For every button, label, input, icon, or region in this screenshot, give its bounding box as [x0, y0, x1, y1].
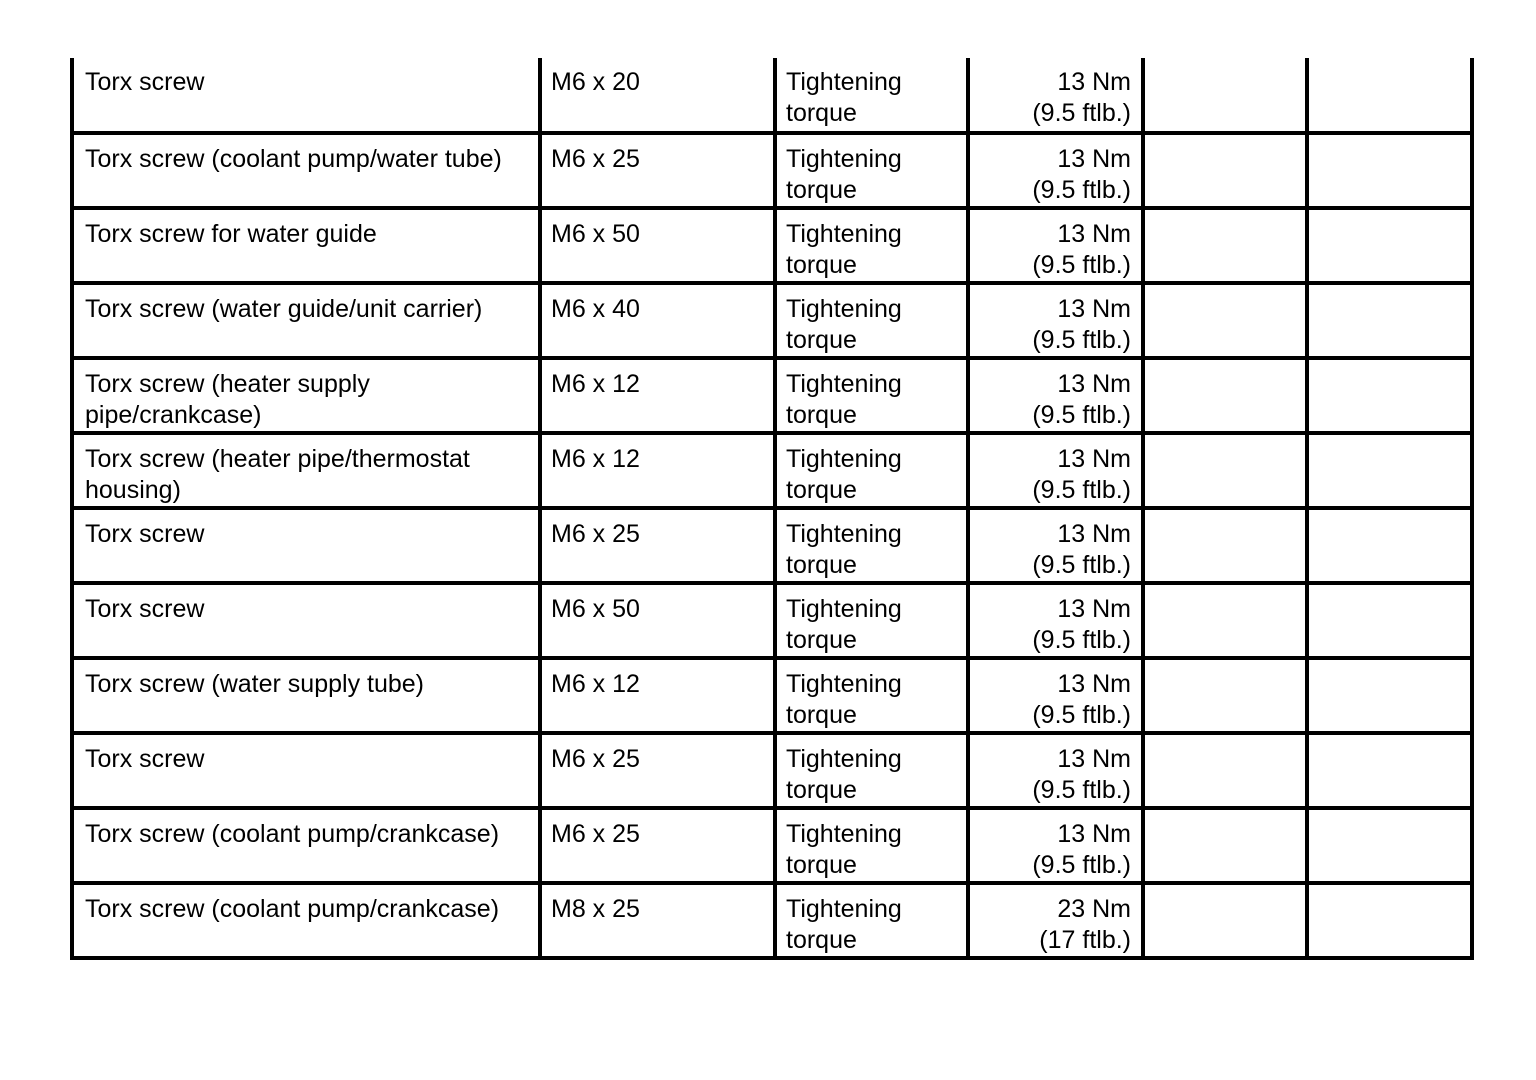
cell-description-text: Torx screw (coolant pump/crankcase)	[85, 895, 500, 923]
table-row	[72, 508, 1472, 583]
cell-spec-type-text: Tightening torque	[786, 445, 902, 504]
table-row	[72, 433, 1472, 508]
cell-extra-2	[1307, 508, 1472, 583]
cell-torque-value	[968, 358, 1143, 433]
cell-description	[72, 133, 540, 208]
cell-size-text: M6 x 40	[551, 295, 640, 323]
cell-size	[540, 58, 775, 133]
cell-extra-1	[1143, 883, 1307, 958]
torque-spec-table	[70, 58, 1474, 960]
cell-spec-type-text: Tightening torque	[786, 520, 902, 579]
cell-extra-1	[1143, 433, 1307, 508]
cell-torque-value-text: 13 Nm	[1057, 68, 1131, 96]
cell-size	[540, 433, 775, 508]
cell-extra-2	[1307, 733, 1472, 808]
cell-size-text: M8 x 25	[551, 895, 640, 923]
cell-extra-2	[1307, 883, 1472, 958]
cell-spec-type-text: Tightening torque	[786, 145, 902, 204]
table-row	[72, 583, 1472, 658]
cell-size	[540, 808, 775, 883]
cell-size	[540, 583, 775, 658]
cell-description-text: Torx screw	[85, 68, 205, 96]
cell-description-text: Torx screw (coolant pump/crankcase)	[85, 820, 500, 848]
cell-description	[72, 883, 540, 958]
cell-torque-value-text: (17 ftlb.)	[1039, 926, 1131, 954]
cell-description	[72, 58, 540, 133]
cell-description-text: Torx screw (water supply tube)	[85, 670, 425, 698]
cell-description-text: Torx screw	[85, 520, 205, 548]
table-row	[72, 283, 1472, 358]
cell-torque-value	[968, 433, 1143, 508]
cell-spec-type	[775, 733, 968, 808]
cell-size-text: M6 x 50	[551, 595, 640, 623]
cell-spec-type	[775, 433, 968, 508]
table-row	[72, 133, 1472, 208]
cell-size	[540, 283, 775, 358]
cell-description	[72, 808, 540, 883]
cell-size	[540, 358, 775, 433]
cell-spec-type-text: Tightening torque	[786, 220, 902, 279]
cell-torque-value-text: 13 Nm	[1057, 595, 1131, 623]
cell-extra-1	[1143, 658, 1307, 733]
table-body	[72, 58, 1472, 958]
cell-extra-1	[1143, 808, 1307, 883]
cell-spec-type	[775, 283, 968, 358]
cell-extra-1	[1143, 133, 1307, 208]
cell-spec-type	[775, 133, 968, 208]
cell-torque-value	[968, 583, 1143, 658]
cell-extra-1	[1143, 508, 1307, 583]
cell-size-text: M6 x 20	[551, 68, 640, 96]
cell-extra-2	[1307, 358, 1472, 433]
cell-spec-type	[775, 808, 968, 883]
cell-torque-value-text: 13 Nm	[1057, 295, 1131, 323]
cell-torque-value-text: 13 Nm	[1057, 745, 1131, 773]
cell-size	[540, 658, 775, 733]
table-row	[72, 358, 1472, 433]
cell-extra-2	[1307, 283, 1472, 358]
cell-description-text: Torx screw (heater supply pipe/crankcase)	[85, 370, 370, 429]
cell-spec-type	[775, 358, 968, 433]
cell-spec-type-text: Tightening torque	[786, 895, 902, 954]
cell-description	[72, 583, 540, 658]
cell-spec-type-text: Tightening torque	[786, 68, 902, 127]
cell-torque-value-text: (9.5 ftlb.)	[1032, 701, 1131, 729]
cell-torque-value-text: 13 Nm	[1057, 520, 1131, 548]
cell-torque-value	[968, 508, 1143, 583]
cell-size	[540, 733, 775, 808]
table-row	[72, 658, 1472, 733]
cell-description-text: Torx screw	[85, 595, 205, 623]
cell-spec-type-text: Tightening torque	[786, 595, 902, 654]
cell-size-text: M6 x 25	[551, 745, 640, 773]
cell-extra-1	[1143, 58, 1307, 133]
cell-torque-value-text: 13 Nm	[1057, 370, 1131, 398]
cell-extra-2	[1307, 583, 1472, 658]
cell-extra-1	[1143, 733, 1307, 808]
table-row	[72, 733, 1472, 808]
cell-torque-value	[968, 58, 1143, 133]
cell-torque-value	[968, 208, 1143, 283]
cell-torque-value-text: (9.5 ftlb.)	[1032, 251, 1131, 279]
cell-description-text: Torx screw for water guide	[85, 220, 377, 248]
cell-spec-type-text: Tightening torque	[786, 745, 902, 804]
cell-spec-type	[775, 883, 968, 958]
cell-size	[540, 508, 775, 583]
cell-extra-2	[1307, 58, 1472, 133]
cell-size-text: M6 x 25	[551, 520, 640, 548]
cell-torque-value-text: (9.5 ftlb.)	[1032, 551, 1131, 579]
cell-size	[540, 133, 775, 208]
cell-description	[72, 508, 540, 583]
table-row	[72, 208, 1472, 283]
cell-description-text: Torx screw (coolant pump/water tube)	[85, 145, 502, 173]
cell-torque-value	[968, 808, 1143, 883]
cell-torque-value-text: (9.5 ftlb.)	[1032, 176, 1131, 204]
table-row	[72, 808, 1472, 883]
cell-extra-2	[1307, 658, 1472, 733]
cell-torque-value-text: 13 Nm	[1057, 220, 1131, 248]
cell-torque-value-text: 13 Nm	[1057, 820, 1131, 848]
cell-description	[72, 358, 540, 433]
cell-size-text: M6 x 25	[551, 820, 640, 848]
cell-spec-type	[775, 208, 968, 283]
cell-size-text: M6 x 50	[551, 220, 640, 248]
cell-torque-value-text: (9.5 ftlb.)	[1032, 326, 1131, 354]
cell-extra-1	[1143, 208, 1307, 283]
cell-torque-value	[968, 883, 1143, 958]
cell-size	[540, 208, 775, 283]
cell-torque-value-text: (9.5 ftlb.)	[1032, 626, 1131, 654]
cell-description	[72, 658, 540, 733]
cell-size-text: M6 x 12	[551, 370, 640, 398]
cell-torque-value-text: 13 Nm	[1057, 145, 1131, 173]
cell-description	[72, 283, 540, 358]
cell-spec-type-text: Tightening torque	[786, 670, 902, 729]
cell-torque-value	[968, 733, 1143, 808]
cell-spec-type	[775, 58, 968, 133]
table-row	[72, 58, 1472, 133]
cell-description	[72, 433, 540, 508]
cell-torque-value-text: (9.5 ftlb.)	[1032, 476, 1131, 504]
cell-extra-1	[1143, 358, 1307, 433]
cell-torque-value-text: 13 Nm	[1057, 670, 1131, 698]
cell-description	[72, 208, 540, 283]
cell-extra-2	[1307, 433, 1472, 508]
cell-description-text: Torx screw (heater pipe/thermostat housing)	[85, 445, 470, 504]
cell-description	[72, 733, 540, 808]
cell-torque-value-text: 13 Nm	[1057, 445, 1131, 473]
cell-spec-type-text: Tightening torque	[786, 820, 902, 879]
cell-torque-value-text: (9.5 ftlb.)	[1032, 99, 1131, 127]
cell-spec-type	[775, 658, 968, 733]
cell-torque-value-text: 23 Nm	[1057, 895, 1131, 923]
cell-torque-value-text: (9.5 ftlb.)	[1032, 401, 1131, 429]
cell-size-text: M6 x 25	[551, 145, 640, 173]
table-row	[72, 883, 1472, 958]
cell-extra-2	[1307, 133, 1472, 208]
cell-size	[540, 883, 775, 958]
cell-spec-type-text: Tightening torque	[786, 370, 902, 429]
cell-size-text: M6 x 12	[551, 670, 640, 698]
cell-spec-type-text: Tightening torque	[786, 295, 902, 354]
cell-spec-type	[775, 508, 968, 583]
cell-torque-value	[968, 283, 1143, 358]
cell-torque-value-text: (9.5 ftlb.)	[1032, 776, 1131, 804]
cell-torque-value	[968, 133, 1143, 208]
cell-torque-value-text: (9.5 ftlb.)	[1032, 851, 1131, 879]
cell-torque-value	[968, 658, 1143, 733]
cell-description-text: Torx screw (water guide/unit carrier)	[85, 295, 483, 323]
cell-extra-1	[1143, 583, 1307, 658]
cell-spec-type	[775, 583, 968, 658]
cell-extra-2	[1307, 208, 1472, 283]
cell-size-text: M6 x 12	[551, 445, 640, 473]
cell-extra-2	[1307, 808, 1472, 883]
cell-description-text: Torx screw	[85, 745, 205, 773]
cell-extra-1	[1143, 283, 1307, 358]
